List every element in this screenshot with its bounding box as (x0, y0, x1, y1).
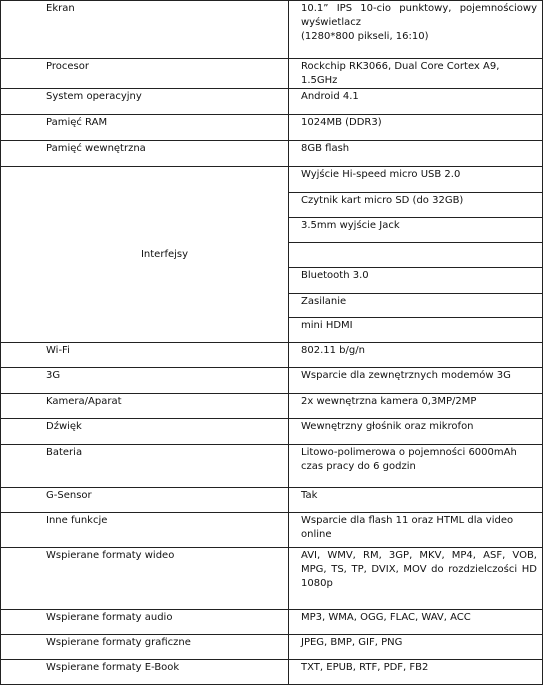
spec-label: Wspierane formaty E-Book (1, 660, 289, 685)
spec-value: JPEG, BMP, GIF, PNG (289, 635, 543, 660)
spec-label: Pamięć wewnętrzna (1, 141, 289, 167)
table-row (1, 59, 543, 89)
table-row (1, 343, 543, 368)
spec-value: Rockchip RK3066, Dual Core Cortex A9, 1.5GHz (289, 59, 543, 89)
table-row (1, 548, 543, 610)
spec-label: Inne funkcje (1, 513, 289, 548)
spec-value: Wsparcie dla flash 11 oraz HTML dla video online (289, 513, 543, 548)
spec-value: Android 4.1 (289, 89, 543, 115)
spec-label: System operacyjny (1, 89, 289, 115)
table-row (1, 488, 543, 513)
table-row (1, 1, 543, 59)
spec-value: mini HDMI (289, 318, 543, 343)
spec-value-line: 10.1” IPS 10-cio punktowy, pojemnościowy wyświetlacz (301, 3, 537, 28)
spec-label: 3G (1, 368, 289, 394)
spec-value: 802.11 b/g/n (289, 343, 543, 368)
table-row (1, 167, 543, 193)
spec-value: Zasilanie (289, 294, 543, 318)
spec-value: 8GB flash (289, 141, 543, 167)
table-row (1, 115, 543, 141)
table-row (1, 445, 543, 488)
table-row (1, 419, 543, 445)
spec-value: Bluetooth 3.0 (289, 268, 543, 294)
spec-label-interfaces: Interfejsy (1, 167, 289, 343)
spec-value-line: (1280*800 pikseli, 16:10) (301, 31, 429, 42)
spec-value: Wyjście Hi-speed micro USB 2.0 (289, 167, 543, 193)
spec-label: Wi-Fi (1, 343, 289, 368)
table-row (1, 513, 543, 548)
spec-value: 3.5mm wyjście Jack (289, 218, 543, 243)
spec-label: Wspierane formaty graficzne (1, 635, 289, 660)
spec-label: Bateria (1, 445, 289, 488)
table-row (1, 368, 543, 394)
table-row (1, 89, 543, 115)
spec-label: Wspierane formaty audio (1, 610, 289, 635)
spec-label: Pamięć RAM (1, 115, 289, 141)
table-row (1, 635, 543, 660)
spec-value: 2x wewnętrzna kamera 0,3MP/2MP (289, 394, 543, 419)
table-row (1, 660, 543, 685)
spec-label: Procesor (1, 59, 289, 89)
spec-value: Wsparcie dla zewnętrznych modemów 3G (289, 368, 543, 394)
spec-value: TXT, EPUB, RTF, PDF, FB2 (289, 660, 543, 685)
spec-value: MP3, WMA, OGG, FLAC, WAV, ACC (289, 610, 543, 635)
spec-value: Czytnik kart micro SD (do 32GB) (289, 193, 543, 218)
spec-value: 1024MB (DDR3) (289, 115, 543, 141)
table-row (1, 394, 543, 419)
spec-value: AVI, WMV, RM, 3GP, MKV, MP4, ASF, VOB, MPG, TS, TP, DVIX, MOV do rozdzielczości HD 1080p (289, 548, 543, 610)
spec-label: Wspierane formaty wideo (1, 548, 289, 610)
spec-label: Dźwięk (1, 419, 289, 445)
spec-value: Wewnętrzny głośnik oraz mikrofon (289, 419, 543, 445)
spec-value-empty (289, 243, 543, 268)
table-row (1, 141, 543, 167)
spec-label: G-Sensor (1, 488, 289, 513)
spec-value: Litowo-polimerowa o pojemności 6000mAh czas pracy do 6 godzin (289, 445, 543, 488)
spec-value (289, 1, 543, 59)
spec-label: Ekran (1, 1, 289, 59)
spec-label: Kamera/Aparat (1, 394, 289, 419)
spec-value: Tak (289, 488, 543, 513)
table-row (1, 610, 543, 635)
